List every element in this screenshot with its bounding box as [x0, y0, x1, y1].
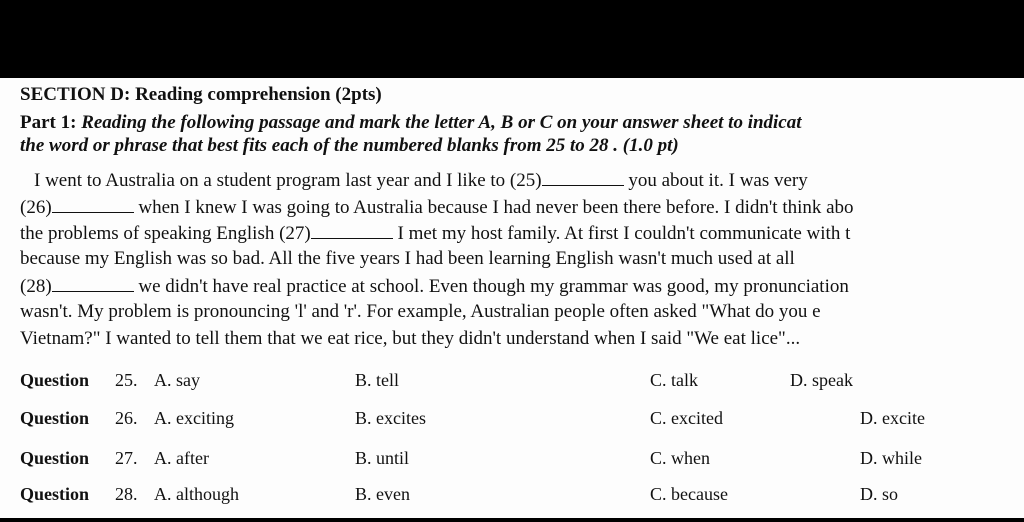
instruction-line-1 [20, 112, 802, 134]
question-number: 26. [115, 408, 138, 428]
passage-line-2 [20, 196, 854, 219]
passage-line-4: because my English was so bad. All the five years I had been learning English wasn't much used at all [20, 248, 795, 269]
passage-text: I met my host family. At first I couldn't communicate with t [397, 223, 851, 244]
option-c: C. excited [650, 408, 723, 428]
passage-line-1 [34, 169, 808, 192]
question-label: Question [20, 448, 90, 468]
part-label: Part 1: [20, 112, 77, 133]
bottom-black-edge [0, 518, 1024, 522]
option-d: D. speak [790, 370, 853, 390]
option-c: C. talk [650, 370, 698, 390]
passage-line-5 [20, 275, 849, 298]
option-d: D. while [860, 448, 922, 468]
option-d: D. excite [860, 408, 925, 428]
option-b: B. even [355, 484, 410, 504]
question-label: Question [20, 484, 90, 504]
option-a: A. after [154, 448, 209, 468]
passage-text: I went to Australia on a student program last year and I like to (25) [34, 170, 542, 191]
passage-text: (28) [20, 276, 52, 297]
top-black-band [0, 0, 1024, 78]
instruction-line-2: the word or phrase that best fits each of the numbered blanks from 25 to 28 . (1.0 pt) [20, 135, 679, 156]
instruction-text-1: Reading the following passage and mark the letter A, B or C on your answer sheet to indicat [81, 112, 802, 133]
passage-text: the problems of speaking English (27) [20, 223, 311, 244]
passage-text: (26) [20, 197, 52, 218]
option-b: B. until [355, 448, 410, 468]
worksheet-page [0, 78, 1024, 518]
question-label: Question [20, 408, 90, 428]
passage-line-7: Vietnam?" I wanted to tell them that we eat rice, but they didn't understand when I said "We eat lice"... [20, 328, 801, 349]
blank-28 [52, 275, 134, 292]
section-title: SECTION D: Reading comprehension (2pts) [20, 84, 382, 105]
passage-text: we didn't have real practice at school. Even though my grammar was good, my pronunciation [138, 276, 849, 297]
question-number: 28. [115, 484, 138, 504]
option-b: B. tell [355, 370, 399, 390]
question-number: 27. [115, 448, 138, 468]
option-c: C. when [650, 448, 710, 468]
blank-25 [542, 169, 624, 186]
passage-text: you about it. I was very [628, 170, 808, 191]
option-c: C. because [650, 484, 728, 504]
passage-text: when I knew I was going to Australia because I had never been there before. I didn't think abo [138, 197, 854, 218]
blank-26 [52, 196, 134, 213]
option-d: D. so [860, 484, 899, 504]
passage-line-3 [20, 222, 850, 245]
question-number: 25. [115, 370, 138, 390]
option-b: B. excites [355, 408, 426, 428]
option-a: A. exciting [154, 408, 234, 428]
question-label: Question [20, 370, 90, 390]
option-a: A. say [154, 370, 200, 390]
passage-line-6: wasn't. My problem is pronouncing 'l' and 'r'. For example, Australian people often asked "What do you e [20, 301, 821, 322]
blank-27 [311, 222, 393, 239]
option-a: A. although [154, 484, 239, 504]
